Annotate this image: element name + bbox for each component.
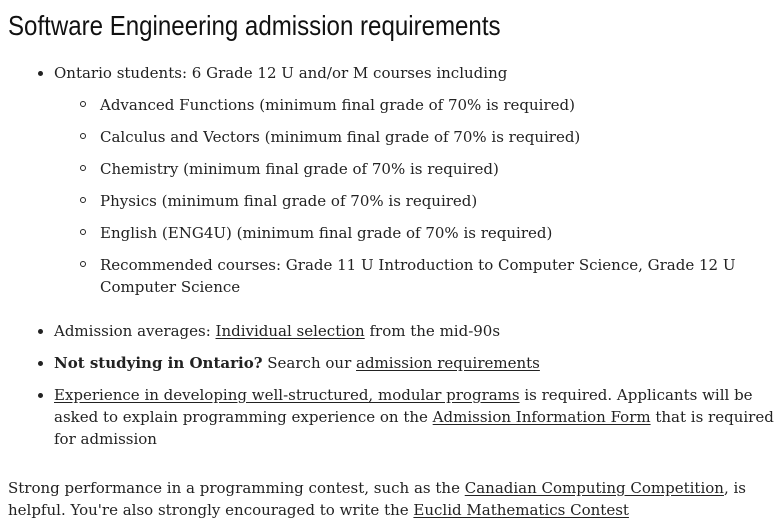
admission-information-form-link[interactable]: Admission Information Form — [432, 408, 651, 426]
experience-suffix: that is required for admission — [54, 408, 774, 448]
admission-requirements-link[interactable]: admission requirements — [356, 354, 540, 372]
averages-prefix: Admission averages: — [54, 322, 216, 340]
list-item-experience — [54, 384, 774, 450]
ontario-label: Ontario students: 6 Grade 12 U and/or M courses including — [54, 64, 508, 82]
requirements-list — [0, 62, 782, 450]
list-item-averages — [54, 320, 774, 342]
list-item-course: Advanced Functions (minimum final grade of 70% is required) — [100, 94, 770, 116]
requirements-content — [0, 58, 782, 450]
canadian-computing-competition-link[interactable]: Canadian Computing Competition — [464, 479, 724, 497]
list-item-not-ontario — [54, 352, 774, 374]
not-ontario-label: Not studying in Ontario? — [54, 354, 263, 372]
list-item-course: Physics (minimum final grade of 70% is required) — [100, 190, 770, 212]
experience-text: is required. Applicants will be asked to explain programming experience on the — [54, 386, 753, 426]
contest-paragraph — [8, 477, 748, 521]
not-ontario-text: Search our — [262, 354, 357, 372]
individual-selection-link[interactable]: Individual selection — [215, 322, 365, 340]
list-item-ontario — [54, 62, 774, 298]
list-item-recommended: Recommended courses: Grade 11 U Introduction to Computer Science, Grade 12 U Computer Science — [100, 254, 770, 298]
page-title: Software Engineering admission requirements — [8, 10, 501, 41]
ontario-course-list — [54, 94, 774, 298]
experience-link[interactable]: Experience in developing well-structured, modular programs — [54, 386, 520, 404]
euclid-mathematics-contest-link[interactable]: Euclid Mathematics Contest — [413, 501, 629, 519]
averages-suffix: from the mid-90s — [364, 322, 501, 340]
list-item-course: Chemistry (minimum final grade of 70% is required) — [100, 158, 770, 180]
list-item-course: English (ENG4U) (minimum final grade of 70% is required) — [100, 222, 770, 244]
contest-middle: , is helpful. You're also strongly encouraged to write the — [8, 479, 746, 519]
list-item-course: Calculus and Vectors (minimum final grade of 70% is required) — [100, 126, 770, 148]
contest-prefix: Strong performance in a programming contest, such as the — [8, 479, 465, 497]
